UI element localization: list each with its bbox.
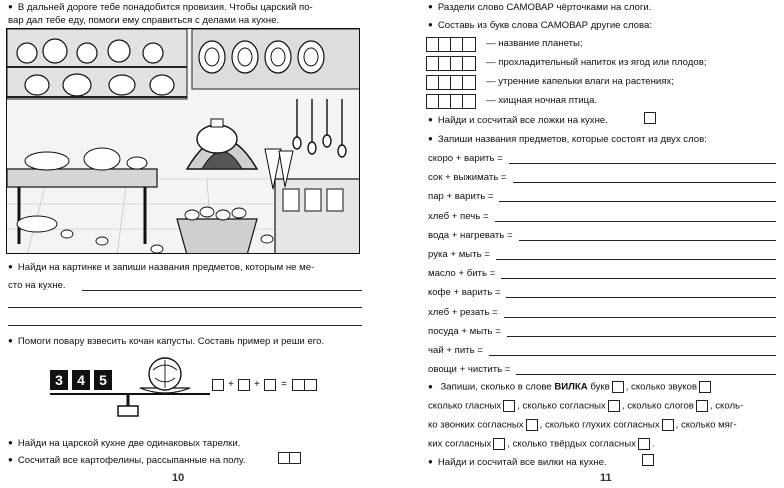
plus-sign: + [228, 379, 234, 390]
kitchen-drawing [7, 29, 360, 254]
compound-answer-line[interactable] [501, 278, 776, 279]
word-grid[interactable] [426, 94, 476, 109]
task-potatoes: ● Сосчитай все картофелины, рассыпанные на полу. [8, 455, 245, 467]
equation-box[interactable] [264, 379, 276, 391]
vilka-word: ВИЛКА [554, 381, 588, 393]
answer-box[interactable] [638, 438, 650, 450]
word-grid[interactable] [426, 37, 476, 52]
fork-count-box[interactable] [642, 454, 654, 466]
spoon-count-box[interactable] [644, 112, 656, 124]
word-grid[interactable] [426, 75, 476, 90]
task-words: ● Составь из букв слова САМОВАР другие слова: [428, 20, 652, 32]
word-clue: — хищная ночная птица. [486, 95, 598, 106]
answer-box[interactable] [289, 452, 301, 464]
compound-item-label: хлеб + печь = [428, 210, 489, 222]
word-clue: — утренние капельки влаги на растениях; [486, 76, 674, 87]
answer-box[interactable] [662, 419, 674, 431]
vilka-line1: ● Запиши, сколько в слове ВИЛКА букв , сколько звуков [428, 381, 713, 394]
compound-item-label: скоро + варить = [428, 153, 503, 164]
right-page [392, 0, 784, 488]
compound-answer-line[interactable] [516, 374, 776, 375]
answer-line[interactable] [82, 290, 362, 291]
compound-answer-line[interactable] [507, 336, 776, 337]
weight-4: 4 [72, 370, 90, 390]
compound-answer-line[interactable] [504, 317, 776, 318]
vilka-line2: сколько гласных , сколько согласных , сколько слогов , сколь- [428, 400, 744, 412]
compound-answer-line[interactable] [496, 259, 776, 260]
answer-box[interactable] [699, 381, 711, 393]
compound-item-label: рука + мыть = [428, 249, 490, 260]
compound-item-label: сок + выжимать = [428, 172, 507, 184]
answer-box[interactable] [608, 400, 620, 412]
answer-box[interactable] [612, 381, 624, 393]
word-clue: — прохладительный напиток из ягод или плодов; [486, 57, 707, 68]
plus-sign: + [254, 379, 260, 390]
task-weigh: ● Помоги повару взвесить кочан капусты. Составь пример и реши его. [8, 336, 324, 348]
task-syllables: ● Раздели слово САМОВАР чёрточками на слоги. [428, 2, 651, 14]
compound-answer-line[interactable] [506, 297, 776, 298]
intro-text-line1: ● В дальней дороге тебе понадобится провизия. Чтобы царский по- [8, 2, 313, 14]
page-number: 11 [600, 472, 612, 484]
potato-count-boxes[interactable] [278, 452, 301, 464]
compound-answer-line[interactable] [519, 240, 776, 241]
answer-box[interactable] [493, 438, 505, 450]
vilka-line3: ко звонких согласных , сколько глухих согласных , сколько мяг- [428, 419, 737, 431]
compound-answer-line[interactable] [509, 163, 776, 164]
page-number: 10 [172, 472, 185, 484]
task-plates: ● Найди на царской кухне две одинаковых тарелки. [8, 438, 240, 450]
answer-box[interactable] [526, 419, 538, 431]
word-grid[interactable] [426, 56, 476, 71]
compound-answer-line[interactable] [513, 182, 776, 183]
compound-item-label: хлеб + резать = [428, 306, 498, 318]
compound-item-label: посуда + мыть = [428, 325, 501, 337]
compound-item-label: овощи + чистить = [428, 364, 511, 376]
task-find-line1: ● Найди на картинке и запиши названия предметов, которым не ме- [8, 262, 314, 274]
answer-line[interactable] [8, 307, 362, 308]
task-find-line2: сто на кухне. [8, 280, 66, 291]
compound-item-label: масло + бить = [428, 268, 496, 280]
answer-box[interactable] [696, 400, 708, 412]
weight-3: 3 [50, 370, 68, 390]
compound-item-label: кофе + варить = [428, 287, 501, 299]
compound-answer-line[interactable] [489, 355, 776, 356]
compound-answer-line[interactable] [495, 221, 776, 222]
answer-line[interactable] [8, 325, 362, 326]
equation-box[interactable] [212, 379, 224, 391]
compound-item-label: чай + пить = [428, 345, 483, 356]
compound-answer-line[interactable] [499, 201, 776, 202]
intro-text-line2: вар дал тебе еду, помоги ему справиться с делами на кухне. [8, 15, 280, 26]
compound-item-label: пар + варить = [428, 191, 494, 203]
equation-box[interactable] [238, 379, 250, 391]
task-spoons: ● Найди и сосчитай все ложки на кухне. [428, 115, 608, 127]
compound-item-label: вода + нагревать = [428, 229, 513, 241]
task-forks: ● Найди и сосчитай все вилки на кухне. [428, 457, 607, 469]
answer-box[interactable] [304, 379, 317, 391]
equals-sign: = [281, 379, 287, 390]
weight-5: 5 [94, 370, 112, 390]
answer-box[interactable] [503, 400, 515, 412]
task-compound: ● Запиши названия предметов, которые состоят из двух слов: [428, 134, 707, 146]
kitchen-illustration [6, 28, 360, 254]
vilka-line4: ких согласных , сколько твёрдых согласных . [428, 438, 655, 450]
word-clue: — название планеты; [486, 38, 583, 49]
